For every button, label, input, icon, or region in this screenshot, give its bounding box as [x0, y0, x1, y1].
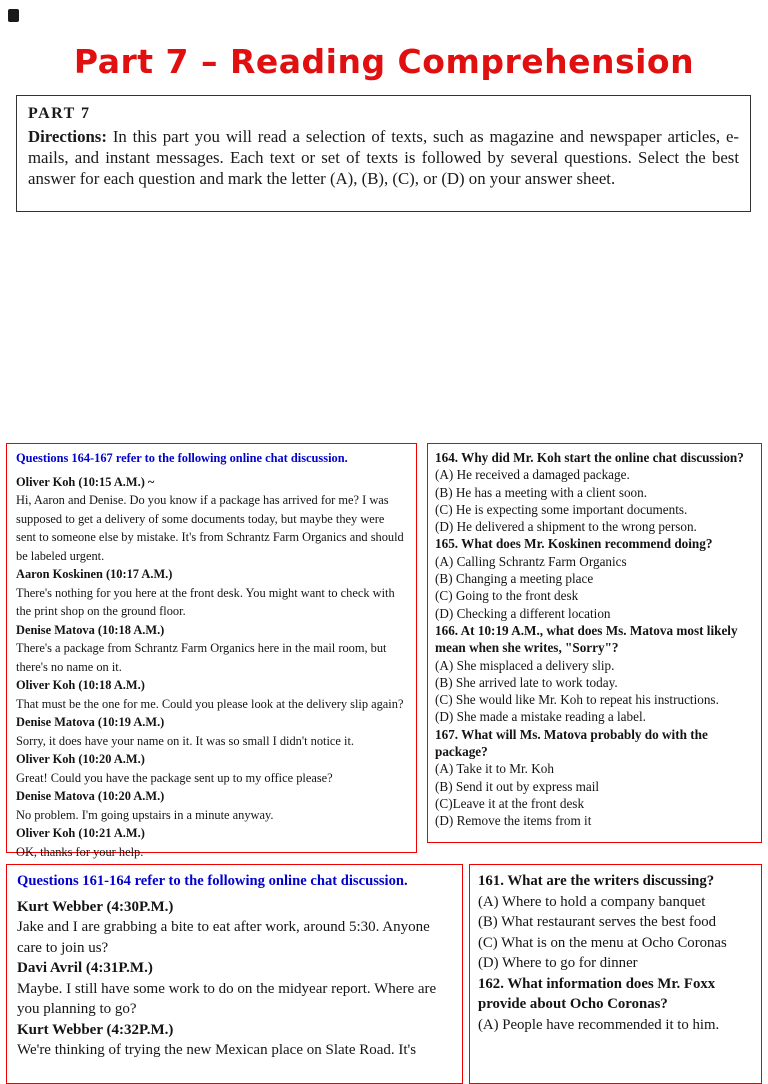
chat-speaker: Kurt Webber (4:32P.M.) [17, 1021, 174, 1038]
question-164 [435, 449, 754, 535]
question-option: (B) She arrived late to work today. [435, 674, 618, 690]
question-option: (B) Changing a meeting place [435, 571, 594, 587]
question-option: (C)Leave it at the front desk [435, 795, 585, 811]
question-option: (A) Take it to Mr. Koh [435, 761, 554, 777]
chat-speaker: Denise Matova (10:20 A.M.) [16, 789, 165, 803]
chat-message [16, 565, 407, 621]
questions-box-164-167 [427, 443, 762, 843]
chat-text: Maybe. I still have some work to do on the midyear report. Where are you planning to go? [17, 980, 437, 1017]
directions-body [28, 126, 739, 189]
passage-box-161-164 [6, 864, 463, 1084]
question-option: (D) He delivered a shipment to the wrong person. [435, 519, 697, 535]
question-option: (C) She would like Mr. Koh to repeat his instructions. [435, 692, 719, 708]
chat-text: Great! Could you have the package sent up to my office please? [16, 770, 333, 785]
chat-message [16, 473, 407, 566]
chat-message [17, 958, 452, 1020]
question-option: (C) He is expecting some important documents. [435, 501, 688, 517]
question-stem: 166. At 10:19 A.M., what does Ms. Matova most likely mean when she writes, "Sorry"? [435, 622, 738, 656]
chat-speaker: Oliver Koh (10:18 A.M.) [16, 678, 145, 692]
passage-heading-161: Questions 161-164 refer to the following online chat discussion. [17, 873, 408, 889]
directions-box [16, 95, 751, 212]
question-167 [435, 726, 754, 830]
chat-speaker: Denise Matova (10:18 A.M.) [16, 622, 165, 637]
question-option: (A) Where to hold a company banquet [478, 893, 706, 910]
chat-text: We're thinking of trying the new Mexican place on Slate Road. It's [17, 1042, 417, 1058]
question-stem: 162. What information does Mr. Foxx provide about Ocho Coronas? [478, 975, 716, 1012]
chat-message [16, 824, 407, 861]
question-option: (B) Send it out by express mail [435, 778, 600, 794]
passage-box-164-167 [6, 443, 417, 859]
question-162 [478, 974, 753, 1036]
chat-text: No problem. I'm going upstairs in a minute anyway. [16, 807, 274, 822]
chat-text: Jake and I are grabbing a bite to eat after work, around 5:30. Anyone care to join us? [17, 919, 430, 956]
chat-text: Sorry, it does have your name on it. It was so small I didn't notice it. [16, 733, 354, 748]
question-option: (A) Calling Schrantz Farm Organics [435, 553, 627, 569]
chat-text: That must be the one for me. Could you please look at the delivery slip again? [16, 696, 404, 711]
chat-text: There's nothing for you here at the front desk. You might want to check with the print shop on the ground floor. [16, 585, 395, 618]
question-stem: 164. Why did Mr. Koh start the online chat discussion? [435, 450, 744, 465]
chat-speaker: Oliver Koh (10:20 A.M.) [16, 752, 145, 766]
corner-mark [8, 9, 19, 22]
question-option: (C) What is on the menu at Ocho Coronas [478, 934, 727, 951]
question-stem: 161. What are the writers discussing? [478, 873, 715, 889]
question-stem: 165. What does Mr. Koskinen recommend doing? [435, 536, 713, 552]
chat-text: Hi, Aaron and Denise. Do you know if a package has arrived for me? I was supposed to get a delivery of some documents today, but maybe they were sent to someone else by mistake. It's from Schrantz Farm Organics and should be labeled urgent. [16, 493, 404, 563]
questions-box-161-164 [469, 864, 762, 1084]
chat-message [17, 897, 452, 959]
question-option: (D) Where to go for dinner [478, 955, 638, 971]
chat-speaker: Davi Avril (4:31P.M.) [17, 960, 153, 976]
chat-text: OK, thanks for your help. [16, 844, 144, 859]
directions-label: Directions: [28, 127, 107, 146]
chat-speaker: Oliver Koh (10:21 A.M.) [16, 826, 145, 840]
chat-speaker: Kurt Webber (4:30P.M.) [17, 898, 174, 915]
chat-message [16, 750, 407, 787]
question-option: (A) People have recommended it to him. [478, 1016, 720, 1033]
question-161 [478, 871, 753, 974]
question-stem: 167. What will Ms. Matova probably do with the package? [435, 726, 708, 760]
chat-speaker: Oliver Koh (10:15 A.M.) ~ [16, 474, 155, 489]
chat-message [16, 713, 407, 750]
chat-message [16, 676, 407, 713]
chat-message [16, 621, 407, 677]
directions-heading: PART 7 [28, 105, 91, 122]
question-option: (D) Checking a different location [435, 605, 611, 621]
chat-speaker: Aaron Koskinen (10:17 A.M.) [16, 567, 173, 581]
question-165 [435, 535, 754, 621]
chat-message [16, 787, 407, 824]
page-title: Part 7 – Reading Comprehension [73, 42, 695, 81]
passage-heading-164: Questions 164-167 refer to the following online chat discussion. [16, 451, 348, 465]
directions-text: In this part you will read a selection of texts, such as magazine and newspaper articles, e-mails, and instant messages. Each text or set of texts is followed by several questions. Select the best answer for each question and mark the letter (A), (B), (C), or (D) on your answer sheet. [28, 127, 740, 188]
chat-speaker: Denise Matova (10:19 A.M.) [16, 715, 165, 729]
question-option: (C) Going to the front desk [435, 588, 579, 604]
question-option: (D) She made a mistake reading a label. [435, 709, 646, 725]
question-166 [435, 622, 754, 726]
question-option: (A) He received a damaged package. [435, 467, 630, 483]
chat-text: There's a package from Schrantz Farm Organics here in the mail room, but there's no name on it. [16, 641, 387, 674]
question-option: (B) What restaurant serves the best food [478, 914, 717, 930]
question-option: (A) She misplaced a delivery slip. [435, 657, 615, 673]
question-option: (B) He has a meeting with a client soon. [435, 484, 648, 500]
question-option: (D) Remove the items from it [435, 813, 592, 829]
chat-message [17, 1020, 452, 1061]
